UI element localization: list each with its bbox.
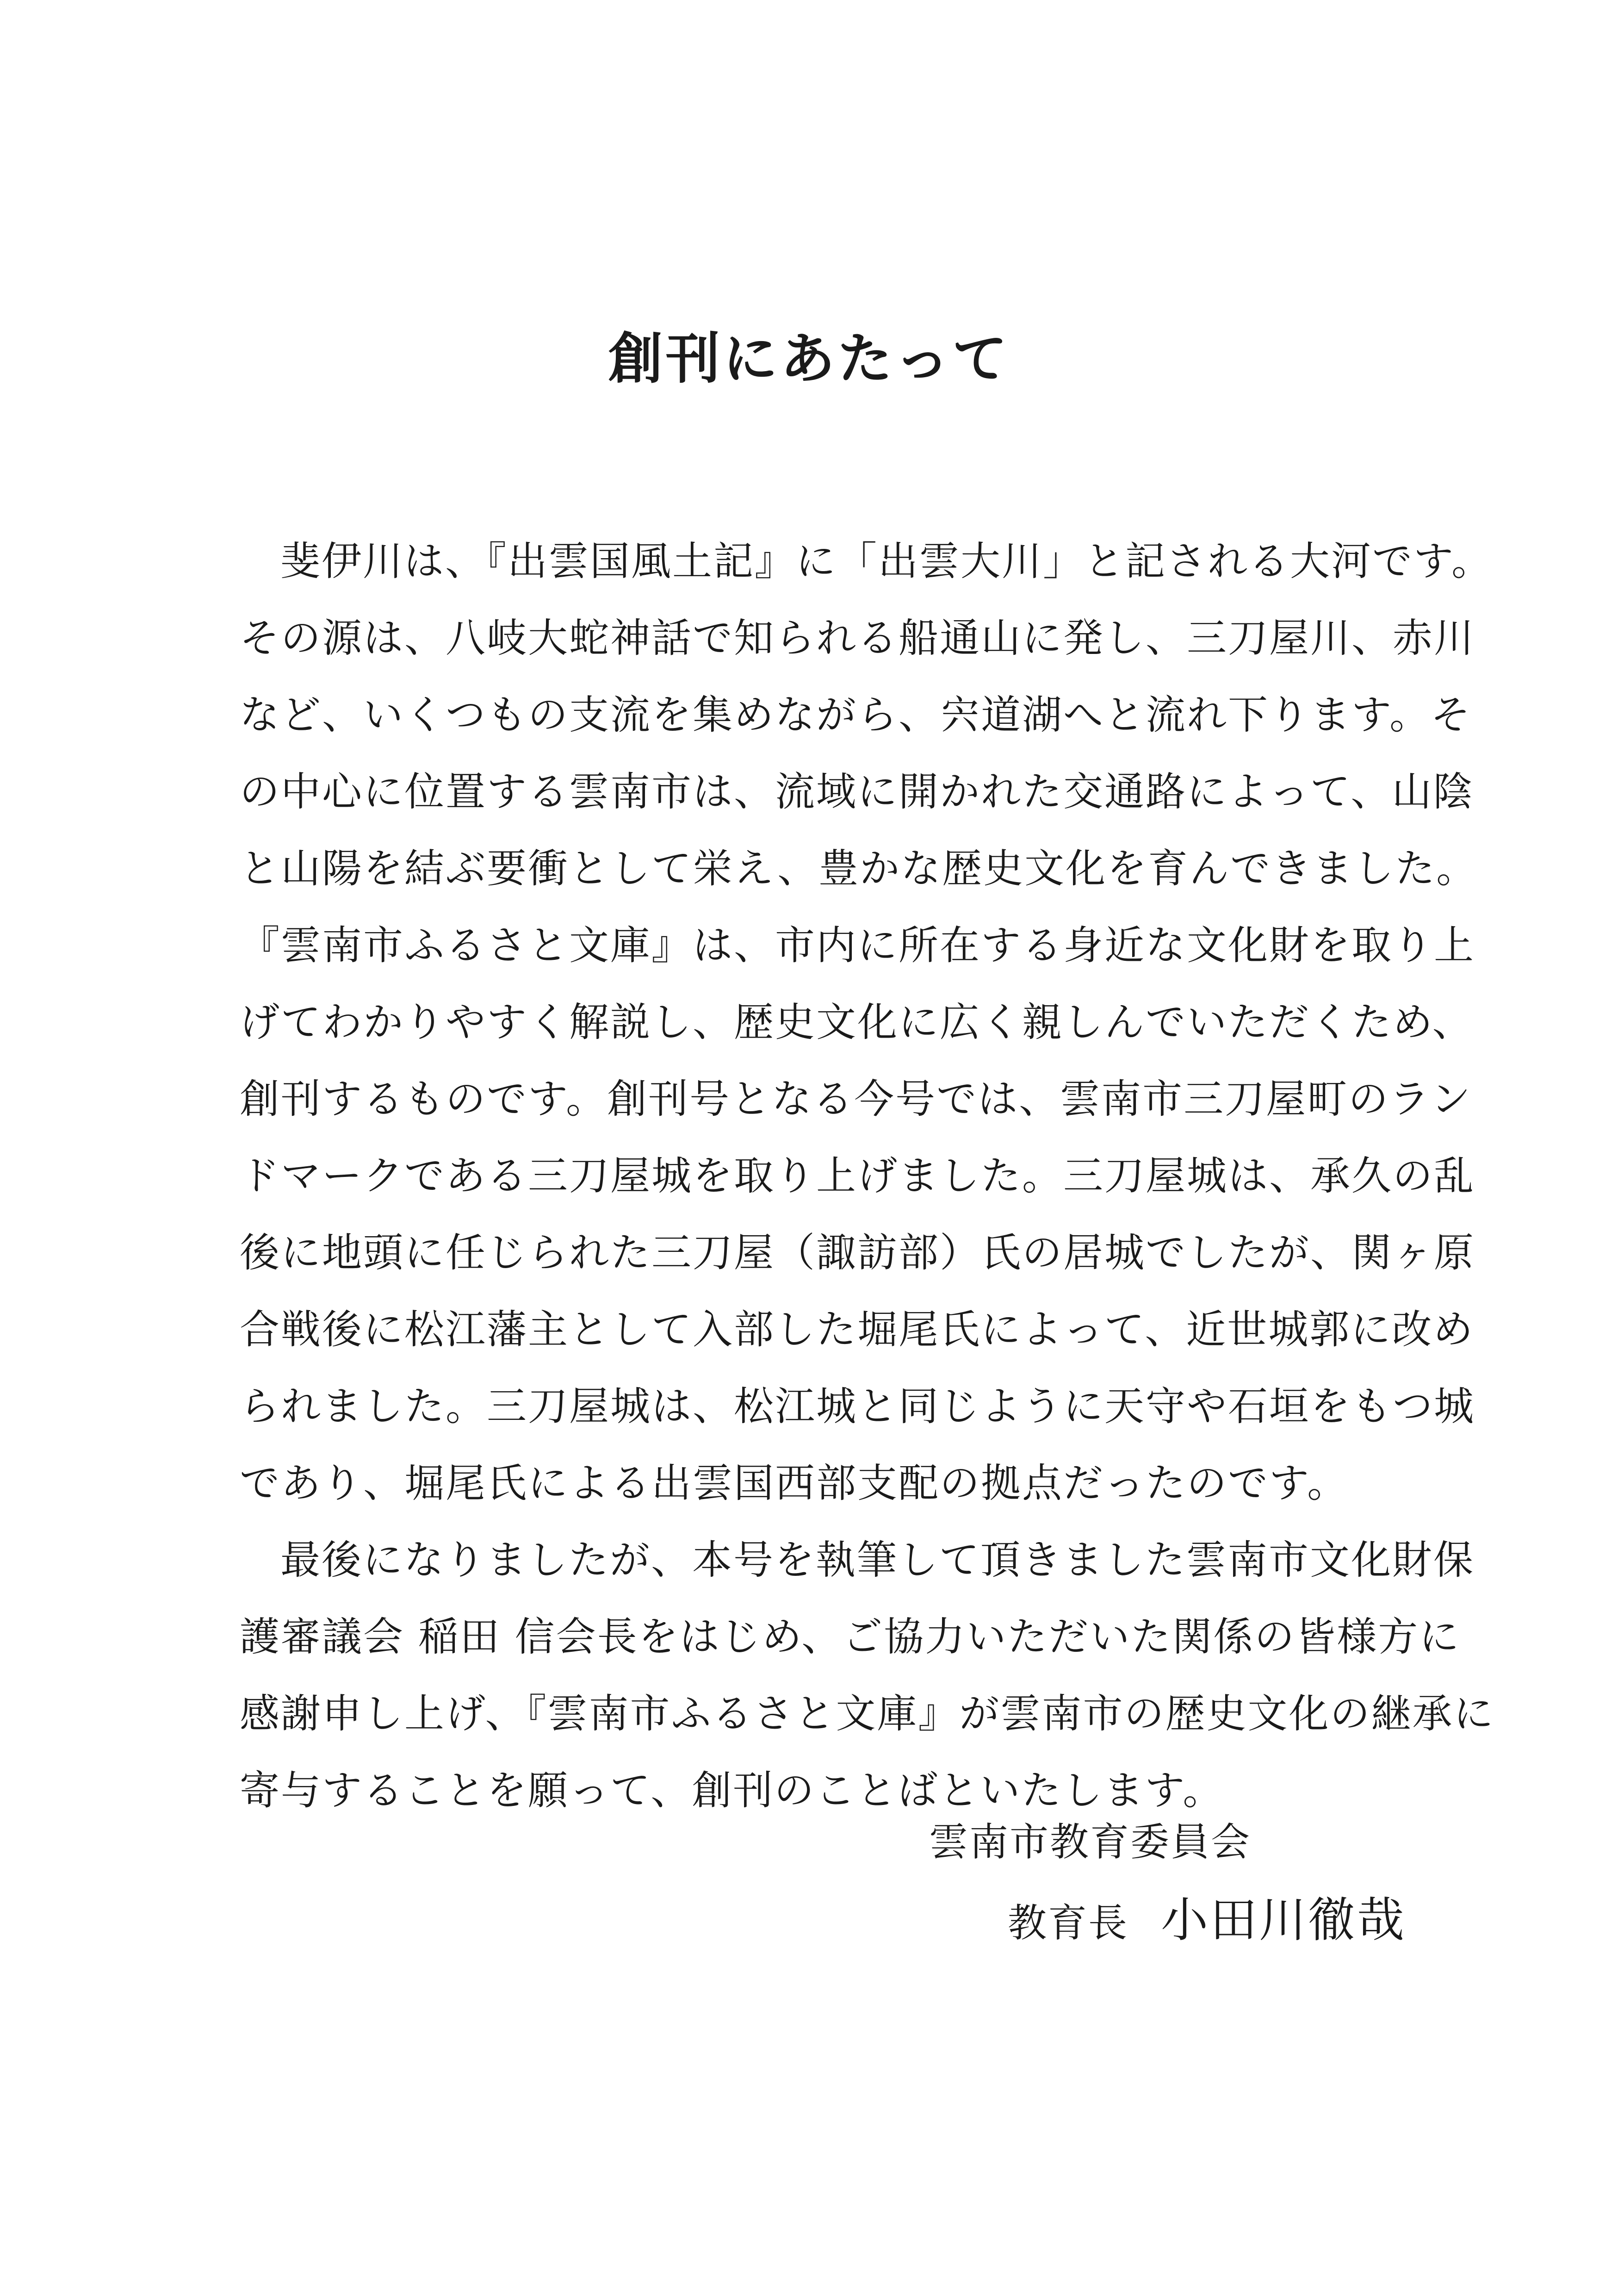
paragraph-2-line-7: られました。三刀屋城は、松江城と同じように天守や石垣をもつ城 — [240, 1383, 1475, 1430]
paragraph-2-line-2: げてわかりやすく解説し、歴史文化に広く親しんでいただくため、 — [240, 999, 1474, 1045]
paragraph-2-line-8: であり、堀尾氏による出雲国西部支配の拠点だったのです。 — [240, 1460, 1349, 1506]
signature-organization: 雲南市教育委員会 — [929, 1819, 1251, 1865]
paragraph-1-line-3: など、いくつもの支流を集めながら、宍道湖へと流れ下ります。そ — [240, 692, 1472, 738]
signature-role: 教育長 — [1007, 1900, 1128, 1946]
paragraph-2-line-3: 創刊するものです。創刊号となる今号では、雲南市三刀屋町のラン — [240, 1076, 1472, 1122]
paragraph-1-line-4: の中心に位置する雲南市は、流域に開かれた交通路によって、山陰 — [240, 769, 1475, 815]
paragraph-3-line-1: 最後になりましたが、本号を執筆して頂きました雲南市文化財保 — [280, 1537, 1475, 1583]
paragraph-3-line-2: 護審議会 稲田 信会長をはじめ、ご協力いただいた関係の皆様方に — [240, 1614, 1461, 1660]
paragraph-2-line-5: 後に地頭に任じられた三刀屋（諏訪部）氏の居城でしたが、関ヶ原 — [240, 1230, 1475, 1276]
body-text — [240, 523, 1495, 1829]
paragraph-2-line-1: 『雲南市ふるさと文庫』は、市内に所在する身近な文化財を取り上 — [240, 922, 1475, 969]
paragraph-3-line-4: 寄与することを願って、創刊のことばといたします。 — [240, 1767, 1224, 1814]
paragraph-3-line-3: 感謝申し上げ、『雲南市ふるさと文庫』が雲南市の歴史文化の継承に — [240, 1691, 1495, 1737]
paragraph-2-line-4: ドマークである三刀屋城を取り上げました。三刀屋城は、承久の乱 — [240, 1153, 1475, 1199]
signature-person — [1008, 1888, 1406, 1966]
paragraph-1-line-2: その源は、八岐大蛇神話で知られる船通山に発し、三刀屋川、赤川 — [240, 615, 1475, 661]
signature-block — [929, 1814, 1406, 1966]
signature-name: 小田川徹哉 — [1161, 1893, 1406, 1948]
paragraph-1-line-5: と山陽を結ぶ要衝として栄え、豊かな歴史文化を育んできました。 — [240, 846, 1478, 892]
paragraph-1-line-1: 斐伊川は、『出雲国風土記』に「出雲大川」と記される大河です。 — [280, 538, 1493, 585]
paragraph-2-line-6: 合戦後に松江藩主として入部した堀尾氏によって、近世城郭に改め — [240, 1307, 1475, 1353]
page-title: 創刊にあたって — [608, 326, 1010, 391]
